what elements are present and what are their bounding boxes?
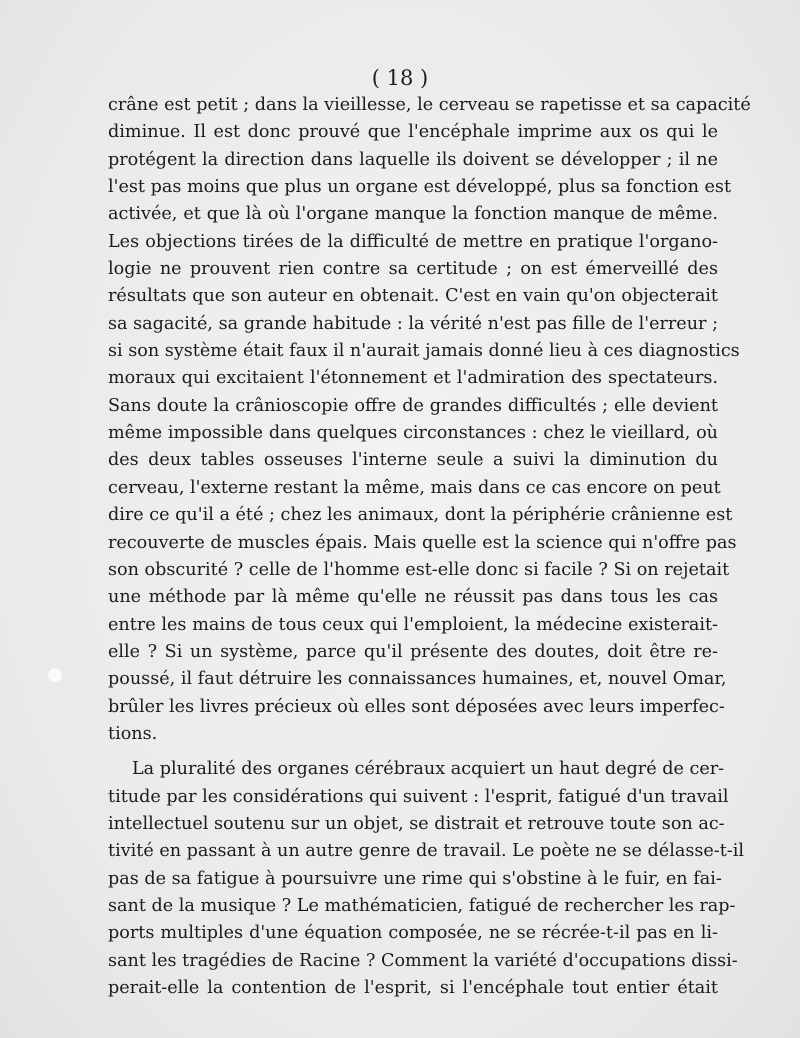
text-line: recouverte de muscles épais. Mais quelle est la science qui n'offre pas [108, 532, 737, 553]
text-line: brûler les livres précieux où elles sont déposées avec leurs imperfec- [108, 696, 725, 717]
text-line: tions. [108, 723, 158, 744]
paragraph-1 [108, 92, 751, 748]
page-number: ( 18 ) [371, 66, 429, 90]
text-line: l'est pas moins que plus un organe est développé, plus sa fonction est [108, 177, 732, 198]
text-line: entre les mains de tous ceux qui l'emploient, la médecine existerait- [108, 614, 718, 635]
text-line: même impossible dans quelques circonstances : chez le vieillard, où [108, 423, 718, 444]
paragraph-2 [108, 756, 745, 1002]
text-line: sa sagacité, sa grande habitude : la vérité n'est pas fille de l'erreur ; [108, 313, 718, 334]
text-line: La pluralité des organes cérébraux acquiert un haut degré de cer- [132, 759, 725, 780]
text-line: intellectuel soutenu sur un objet, se distrait et retrouve toute son ac- [108, 813, 725, 834]
paper-speck [48, 668, 62, 682]
text-line: tivité en passant à un autre genre de travail. Le poète ne se délasse-t-il [108, 841, 745, 862]
text-line: des deux tables osseuses l'interne seule a suivi la diminution du [108, 450, 718, 471]
text-line: Sans doute la crânioscopie offre de grandes difficultés ; elle devient [108, 395, 718, 416]
text-line: Les objections tirées de la difficulté de mettre en pratique l'organo- [108, 231, 718, 252]
text-line: titude par les considérations qui suivent : l'esprit, fatigué d'un travail [108, 786, 729, 807]
text-line: elle ? Si un système, parce qu'il présente des doutes, doit être re- [108, 641, 718, 662]
paragraph-spacer [108, 748, 718, 756]
text-line: sant de la musique ? Le mathématicien, fatigué de rechercher les rap- [108, 895, 736, 916]
body-text [108, 92, 751, 1002]
text-line: protégent la direction dans laquelle ils doivent se développer ; il ne [108, 149, 718, 170]
text-line: cerveau, l'externe restant la même, mais dans ce cas encore on peut [108, 477, 721, 498]
text-line: une méthode par là même qu'elle ne réussit pas dans tous les cas [108, 587, 718, 608]
text-line: si son système était faux il n'aurait jamais donné lieu à ces diagnostics [108, 341, 740, 362]
text-line: sant les tragédies de Racine ? Comment la variété d'occupations dissi- [108, 950, 738, 971]
text-line: dire ce qu'il a été ; chez les animaux, dont la périphérie crânienne est [108, 505, 733, 526]
text-line: diminue. Il est donc prouvé que l'encéphale imprime aux os qui le [108, 122, 718, 143]
text-line: résultats que son auteur en obtenait. C'est en vain qu'on objecterait [108, 286, 718, 307]
text-line: ports multiples d'une équation composée, ne se récrée-t-il pas en li- [108, 923, 718, 944]
text-line: crâne est petit ; dans la vieillesse, le cerveau se rapetisse et sa capacité [108, 95, 751, 115]
text-line: moraux qui excitaient l'étonnement et l'admiration des spectateurs. [108, 368, 718, 389]
text-line: activée, et que là où l'organe manque la fonction manque de même. [108, 204, 718, 225]
text-line: poussé, il faut détruire les connaissances humaines, et, nouvel Omar, [108, 669, 727, 690]
text-line: pas de sa fatigue à poursuivre une rime qui s'obstine à le fuir, en fai- [108, 868, 722, 889]
text-line: logie ne prouvent rien contre sa certitude ; on est émerveillé des [108, 259, 718, 280]
text-line: perait-elle la contention de l'esprit, si l'encéphale tout entier était [108, 978, 718, 998]
text-line: son obscurité ? celle de l'homme est-elle donc si facile ? Si on rejetait [108, 559, 730, 580]
